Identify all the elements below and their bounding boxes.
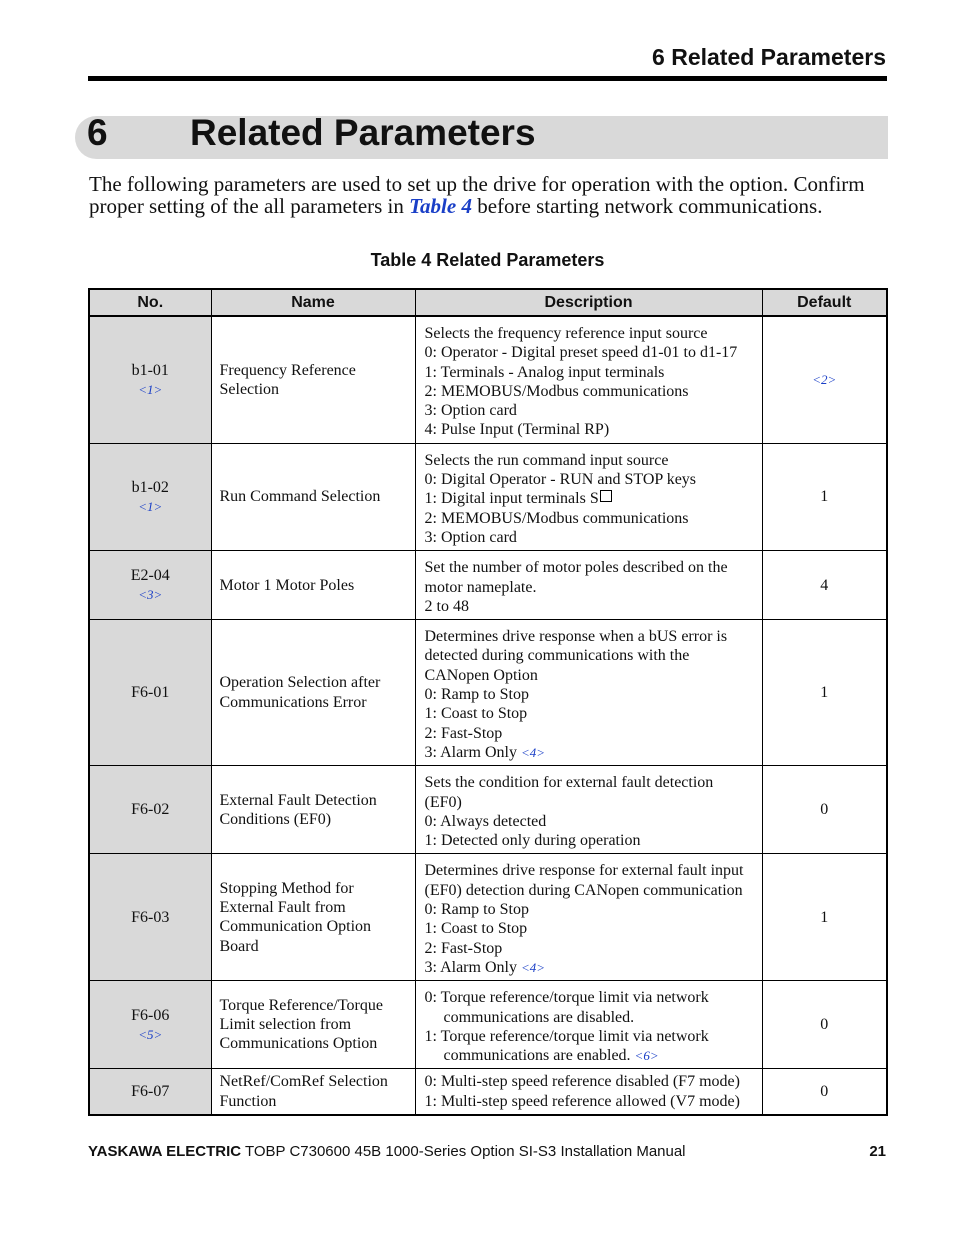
desc-line: 2: MEMOBUS/Modbus communications: [424, 382, 689, 400]
header-description: Description: [415, 289, 762, 316]
desc-line: CANopen Option: [424, 666, 538, 684]
table-row: [89, 443, 887, 550]
header-name: Name: [211, 289, 415, 316]
param-no: [89, 551, 211, 620]
desc-line: Set the number of motor poles described on the: [424, 559, 728, 577]
table-row: [89, 551, 887, 620]
param-description: [415, 981, 762, 1069]
desc-line: detected during communications with the: [424, 647, 690, 665]
param-description: [415, 854, 762, 981]
table-row: [89, 766, 887, 854]
param-no: [89, 766, 211, 854]
table-row: [89, 1069, 887, 1115]
param-no-text: F6-07: [131, 1083, 170, 1101]
footer-brand: YASKAWA ELECTRIC: [88, 1143, 242, 1160]
param-no-text: F6-03: [131, 908, 170, 926]
desc-line: 2: Fast-Stop: [424, 939, 503, 957]
desc-line: [425, 489, 760, 508]
desc-line: 1: Terminals - Analog input terminals: [424, 363, 665, 381]
param-no: [89, 620, 211, 766]
desc-line: motor nameplate.: [424, 578, 537, 596]
param-description: [415, 443, 762, 550]
param-default: [762, 316, 887, 443]
footnote-ref[interactable]: <3>: [138, 587, 163, 603]
header-no: No.: [89, 289, 211, 316]
param-no-text: E2-04: [130, 566, 170, 584]
param-name: Frequency Reference Selection: [211, 316, 415, 443]
param-no-text: F6-06: [131, 1006, 170, 1024]
param-no-text: b1-02: [131, 478, 169, 496]
desc-line: 1: Coast to Stop: [424, 920, 528, 938]
desc-text: communications are enabled.: [443, 1047, 635, 1065]
desc-line: 4: Pulse Input (Terminal RP): [424, 421, 610, 439]
desc-line: 0: Torque reference/torque limit via network: [424, 989, 709, 1007]
param-name: Stopping Method for External Fault from Communication Option Board: [211, 854, 415, 981]
footer-doc-title: [88, 1143, 686, 1160]
param-description: [415, 766, 762, 854]
param-name: Operation Selection after Communications Error: [211, 620, 415, 766]
param-name: External Fault Detection Conditions (EF0): [211, 766, 415, 854]
param-no: [89, 1069, 211, 1115]
intro-paragraph: [89, 173, 889, 217]
param-no: [89, 854, 211, 981]
desc-line: (EF0) detection during CANopen communication: [424, 881, 743, 899]
footnote-ref[interactable]: <6>: [634, 1048, 659, 1064]
desc-line: 1: Multi-step speed reference allowed (V7 mode): [424, 1092, 740, 1110]
desc-line: 0: Digital Operator - RUN and STOP keys: [424, 471, 697, 489]
table-caption: Table 4 Related Parameters: [370, 250, 605, 270]
param-default: 1: [762, 854, 887, 981]
footnote-ref[interactable]: <4>: [520, 744, 545, 760]
placeholder-box-icon: [600, 490, 612, 502]
desc-line: (EF0): [424, 793, 462, 811]
desc-line: 1: Torque reference/torque limit via network: [424, 1027, 709, 1045]
running-head: 6 Related Parameters: [652, 44, 886, 70]
param-name: Run Command Selection: [211, 443, 415, 550]
desc-line: 2: Fast-Stop: [424, 724, 503, 742]
param-no-text: b1-01: [131, 361, 169, 379]
desc-line: 3: Option card: [424, 528, 517, 546]
param-default: 1: [762, 620, 887, 766]
intro-text-after: before starting network communications.: [471, 194, 823, 218]
footnote-ref[interactable]: <1>: [138, 381, 163, 397]
footnote-ref[interactable]: <1>: [138, 499, 163, 515]
param-description: [415, 620, 762, 766]
desc-line: 1: Detected only during operation: [424, 832, 641, 850]
desc-line: communications are disabled.: [443, 1008, 635, 1026]
param-name: NetRef/ComRef Selection Function: [211, 1069, 415, 1115]
footnote-ref[interactable]: <5>: [138, 1026, 163, 1042]
param-default: 0: [762, 766, 887, 854]
footnote-ref[interactable]: <2>: [812, 372, 837, 388]
footnote-ref[interactable]: <4>: [520, 959, 545, 975]
desc-text: 3: Alarm Only: [424, 743, 521, 761]
header-rule: [88, 76, 887, 81]
table-header-row: [89, 289, 887, 316]
header-default: Default: [762, 289, 887, 316]
section-number: 6: [87, 112, 108, 153]
desc-line: Determines drive response for external fault input: [424, 862, 744, 880]
desc-text: 1: Digital input terminals S: [424, 490, 599, 508]
desc-text: 3: Alarm Only: [424, 958, 521, 976]
desc-line: Sets the condition for external fault detection: [424, 774, 714, 792]
desc-line: Selects the frequency reference input source: [424, 325, 708, 342]
section-title: Related Parameters: [190, 112, 536, 153]
param-default: 1: [762, 443, 887, 550]
table-row: [89, 620, 887, 766]
desc-line: 3: Option card: [424, 402, 517, 420]
desc-line: 0: Always detected: [424, 812, 547, 830]
param-no: [89, 316, 211, 443]
intro-text-before: The following parameters are used to set up the drive for operation with the option. Confirm proper setting of the all parameters in: [89, 172, 865, 218]
desc-line: 0: Multi-step speed reference disabled (F7 mode): [424, 1073, 740, 1091]
param-description: [415, 551, 762, 620]
param-default: 0: [762, 981, 887, 1069]
table-row: [89, 854, 887, 981]
page-number: 21: [869, 1143, 886, 1160]
desc-line: 1: Coast to Stop: [424, 705, 528, 723]
footer-doc: TOBP C730600 45B 1000-Series Option SI-S3 Installation Manual: [241, 1143, 686, 1160]
table-row: [89, 316, 887, 443]
desc-line: Selects the run command input source: [424, 451, 669, 469]
param-description: [415, 1069, 762, 1115]
param-no-text: F6-02: [131, 801, 170, 819]
desc-line: 0: Ramp to Stop: [424, 901, 529, 919]
desc-line: Determines drive response when a bUS error is: [424, 628, 728, 646]
param-default: 0: [762, 1069, 887, 1115]
param-default: 4: [762, 551, 887, 620]
related-parameters-table: [88, 288, 888, 1116]
param-no-text: F6-01: [131, 684, 170, 702]
desc-line: 0: Operator - Digital preset speed d1-01 to d1-17: [424, 344, 738, 362]
param-no: [89, 981, 211, 1069]
param-name: Torque Reference/Torque Limit selection from Communications Option: [211, 981, 415, 1069]
table-4-link[interactable]: Table 4: [409, 194, 472, 218]
desc-line: [425, 958, 760, 977]
param-description: [415, 316, 762, 443]
desc-line: [425, 1046, 760, 1065]
param-no: [89, 443, 211, 550]
desc-line: [425, 743, 760, 762]
desc-line: 2 to 48: [424, 597, 469, 615]
desc-line: 0: Ramp to Stop: [424, 686, 529, 704]
param-name: Motor 1 Motor Poles: [211, 551, 415, 620]
table-row: [89, 981, 887, 1069]
desc-line: 2: MEMOBUS/Modbus communications: [424, 509, 689, 527]
